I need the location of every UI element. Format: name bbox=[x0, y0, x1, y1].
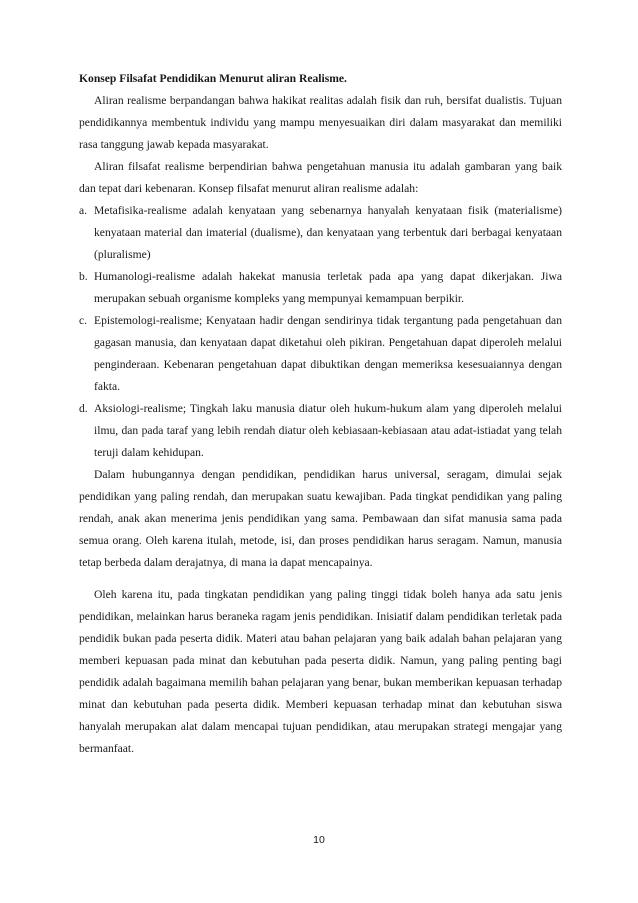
list-item-text: Metafisika-realisme adalah kenyataan yang sebenarnya hanyalah kenyataan fisik (materialisme) kenyataan material dan imaterial (dualisme), dan kenyataan yang terbentuk dari berbagai kenyataan (pluralisme) bbox=[94, 204, 562, 261]
education-relation-paragraph: Dalam hubungannya dengan pendidikan, pendidikan harus universal, seragam, dimulai sejak pendidikan yang paling rendah, dan merupakan suatu kewajiban. Pada tingkat pendidikan yang paling rendah, anak akan menerima jenis pendidikan yang sama. Pembawaan dan sifat manusia sama pada semua orang. Oleh karena itulah, metode, isi, dan proses pendidikan harus seragam. Namun, manusia tetap berbeda dalam derajatnya, di mana ia dapat mencapainya. bbox=[79, 468, 562, 569]
list-item bbox=[79, 398, 562, 464]
closing-paragraph: Oleh karena itu, pada tingkatan pendidikan yang paling tinggi tidak boleh hanya ada satu jenis pendidikan, melainkan harus beraneka ragam jenis pendidikan. Inisiatif dalam pendidikan terletak pada pendidik bukan pada peserta didik. Materi atau bahan pelajaran yang baik adalah bahan pelajaran yang memberi kepuasan pada minat dan kebutuhan pada peserta didik. Namun, yang paling penting bagi pendidik adalah bagaimana memilih bahan pelajaran yang benar, bukan memberikan kepuasan terhadap minat dan kebutuhan pada peserta didik. Memberi kepuasan terhadap minat dan kebutuhan siswa hanyalah merupakan alat dalam mencapai tujuan pendidikan, atau merupakan strategi mengajar yang bermanfaat. bbox=[79, 588, 562, 755]
list-item-text: Humanologi-realisme adalah hakekat manusia terletak pada apa yang dapat dikerjakan. Jiwa merupakan sebuah organisme kompleks yang mempunyai kemampuan berpikir. bbox=[94, 270, 562, 305]
intro-paragraph-2: Aliran filsafat realisme berpendirian bahwa pengetahuan manusia itu adalah gambaran yang baik dan tepat dari kebenaran. Konsep filsafat menurut aliran realisme adalah: bbox=[79, 160, 562, 195]
list-item bbox=[79, 310, 562, 398]
page-number: 10 bbox=[313, 834, 325, 846]
list-item-text: Aksiologi-realisme; Tingkah laku manusia diatur oleh hukum-hukum alam yang diperoleh melalui ilmu, dan pada taraf yang lebih rendah diatur oleh kebiasaan-kebiasaan atau adat-istiadat yang telah teruji dalam kehidupan. bbox=[94, 402, 562, 459]
section-heading: Konsep Filsafat Pendidikan Menurut aliran Realisme. bbox=[79, 72, 347, 85]
intro-paragraph-1: Aliran realisme berpandangan bahwa hakikat realitas adalah fisik dan ruh, bersifat dualistis. Tujuan pendidikannya membentuk individu yang mampu menyesuaikan diri dalam masyarakat dan memiliki rasa tanggung jawab kepada masyarakat. bbox=[79, 94, 562, 151]
realism-concept-list bbox=[79, 200, 562, 464]
document-page bbox=[79, 68, 562, 760]
list-item bbox=[79, 200, 562, 266]
list-item bbox=[79, 266, 562, 310]
list-marker: a. bbox=[79, 204, 88, 217]
list-marker: d. bbox=[79, 402, 88, 415]
list-item-text: Epistemologi-realisme; Kenyataan hadir dengan sendirinya tidak tergantung pada pengetahuan dan gagasan manusia, dan kenyataan dapat diketahui oleh pikiran. Pengetahuan dapat diperoleh melalui penginderaan. Kebenaran pengetahuan dapat dibuktikan dengan memeriksa kesesuaiannya dengan fakta. bbox=[94, 314, 562, 393]
list-marker: c. bbox=[79, 314, 88, 327]
list-marker: b. bbox=[79, 270, 88, 283]
